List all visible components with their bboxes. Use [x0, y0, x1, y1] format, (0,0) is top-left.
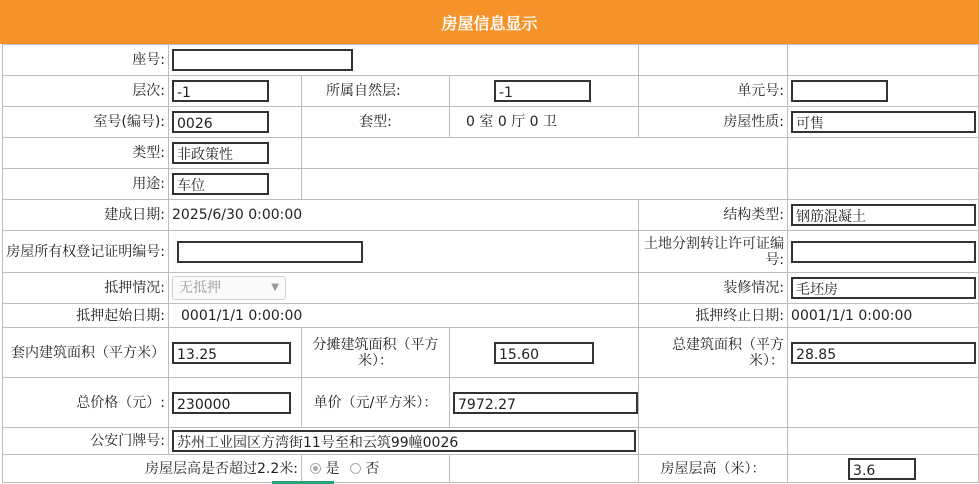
address-field[interactable]: 苏州工业园区方湾街11号至和云筑99幢0026	[172, 430, 636, 452]
mortgage-selected: 无抵押	[179, 280, 221, 296]
layout-values	[450, 107, 639, 138]
row-mortgage-dates	[3, 304, 979, 328]
certificate-label: 房屋所有权登记证明编号:	[3, 231, 169, 273]
land-permit-label: 土地分割转让许可证编号:	[639, 231, 788, 273]
unit-price-label: 单价（元/平方米）：	[302, 378, 450, 428]
natural-floor-label: 所属自然层:	[302, 76, 450, 107]
built-date-label: 建成日期:	[3, 200, 169, 231]
page-title: 房屋信息显示	[0, 0, 979, 44]
row-mortgage	[3, 273, 979, 304]
usage-field[interactable]: 车位	[172, 173, 269, 195]
layout-label: 套型:	[302, 107, 450, 138]
mortgage-select[interactable]	[172, 276, 286, 300]
mortgage-start-label: 抵押起始日期:	[3, 304, 169, 328]
structure-field[interactable]: 钢筋混凝土	[791, 204, 976, 226]
row-floor	[3, 76, 979, 107]
baths-count[interactable]: 0	[529, 114, 539, 130]
decoration-label: 装修情况:	[639, 273, 788, 304]
natural-floor-field[interactable]: -1	[494, 80, 591, 102]
row-height	[3, 455, 979, 483]
inner-area-label: 套内建筑面积（平方米）	[3, 328, 169, 378]
radio-no-label: 否	[365, 460, 380, 477]
room-no-field[interactable]: 0026	[172, 111, 269, 133]
mortgage-start-value: 0001/1/1 0:00:00	[169, 304, 639, 328]
row-built-date	[3, 200, 979, 231]
address-label: 公安门牌号:	[3, 428, 169, 455]
land-permit-field[interactable]	[791, 241, 976, 263]
row-seat	[3, 45, 979, 76]
total-price-label: 总价格（元）:	[3, 378, 169, 428]
total-area-label: 总建筑面积（平方米）：	[639, 328, 788, 378]
halls-unit: 厅	[511, 114, 526, 130]
seat-label: 座号:	[3, 45, 169, 76]
usage-label: 用途:	[3, 169, 169, 200]
shared-area-field[interactable]: 15.60	[494, 342, 594, 364]
floor-height-field[interactable]: 3.6	[848, 458, 916, 480]
height-over-label: 房屋层高是否超过2.2米:	[3, 455, 302, 483]
mortgage-end-value: 0001/1/1 0:00:00	[788, 304, 979, 328]
unit-no-field[interactable]	[791, 80, 888, 102]
radio-no[interactable]	[350, 463, 361, 474]
floor-field[interactable]: -1	[172, 80, 269, 102]
seat-field[interactable]	[172, 49, 353, 71]
house-nature-field[interactable]: 可售	[791, 111, 976, 133]
row-areas	[3, 328, 979, 378]
certificate-field[interactable]	[177, 241, 363, 263]
unit-price-field[interactable]: 7972.27	[453, 392, 638, 414]
total-price-field[interactable]: 230000	[172, 392, 291, 414]
row-room	[3, 107, 979, 138]
row-category	[3, 138, 979, 169]
shared-area-label: 分摊建筑面积（平方米）：	[302, 328, 450, 378]
category-label: 类型:	[3, 138, 169, 169]
baths-unit: 卫	[543, 114, 558, 130]
built-date-value: 2025/6/30 0:00:00	[169, 200, 639, 231]
decoration-field[interactable]: 毛坯房	[791, 277, 976, 299]
room-no-label: 室号(编号):	[3, 107, 169, 138]
house-nature-label: 房屋性质:	[639, 107, 788, 138]
mortgage-label: 抵押情况:	[3, 273, 169, 304]
house-info-table	[2, 44, 979, 483]
unit-no-label: 单元号:	[639, 76, 788, 107]
inner-area-field[interactable]: 13.25	[172, 342, 291, 364]
radio-yes[interactable]	[310, 463, 321, 474]
floor-label: 层次:	[3, 76, 169, 107]
rooms-count[interactable]: 0	[466, 114, 475, 130]
row-price	[3, 378, 979, 428]
halls-count[interactable]: 0	[497, 114, 507, 130]
category-field[interactable]: 非政策性	[172, 142, 269, 164]
chevron-down-icon: ▼	[271, 282, 279, 293]
row-address	[3, 428, 979, 455]
floor-height-label: 房屋层高（米）：	[639, 455, 788, 483]
row-usage	[3, 169, 979, 200]
rooms-unit: 室	[479, 114, 494, 130]
structure-label: 结构类型:	[639, 200, 788, 231]
radio-yes-label: 是	[325, 460, 340, 477]
total-area-field[interactable]: 28.85	[791, 342, 976, 364]
row-certificate	[3, 231, 979, 273]
mortgage-end-label: 抵押终止日期:	[639, 304, 788, 328]
